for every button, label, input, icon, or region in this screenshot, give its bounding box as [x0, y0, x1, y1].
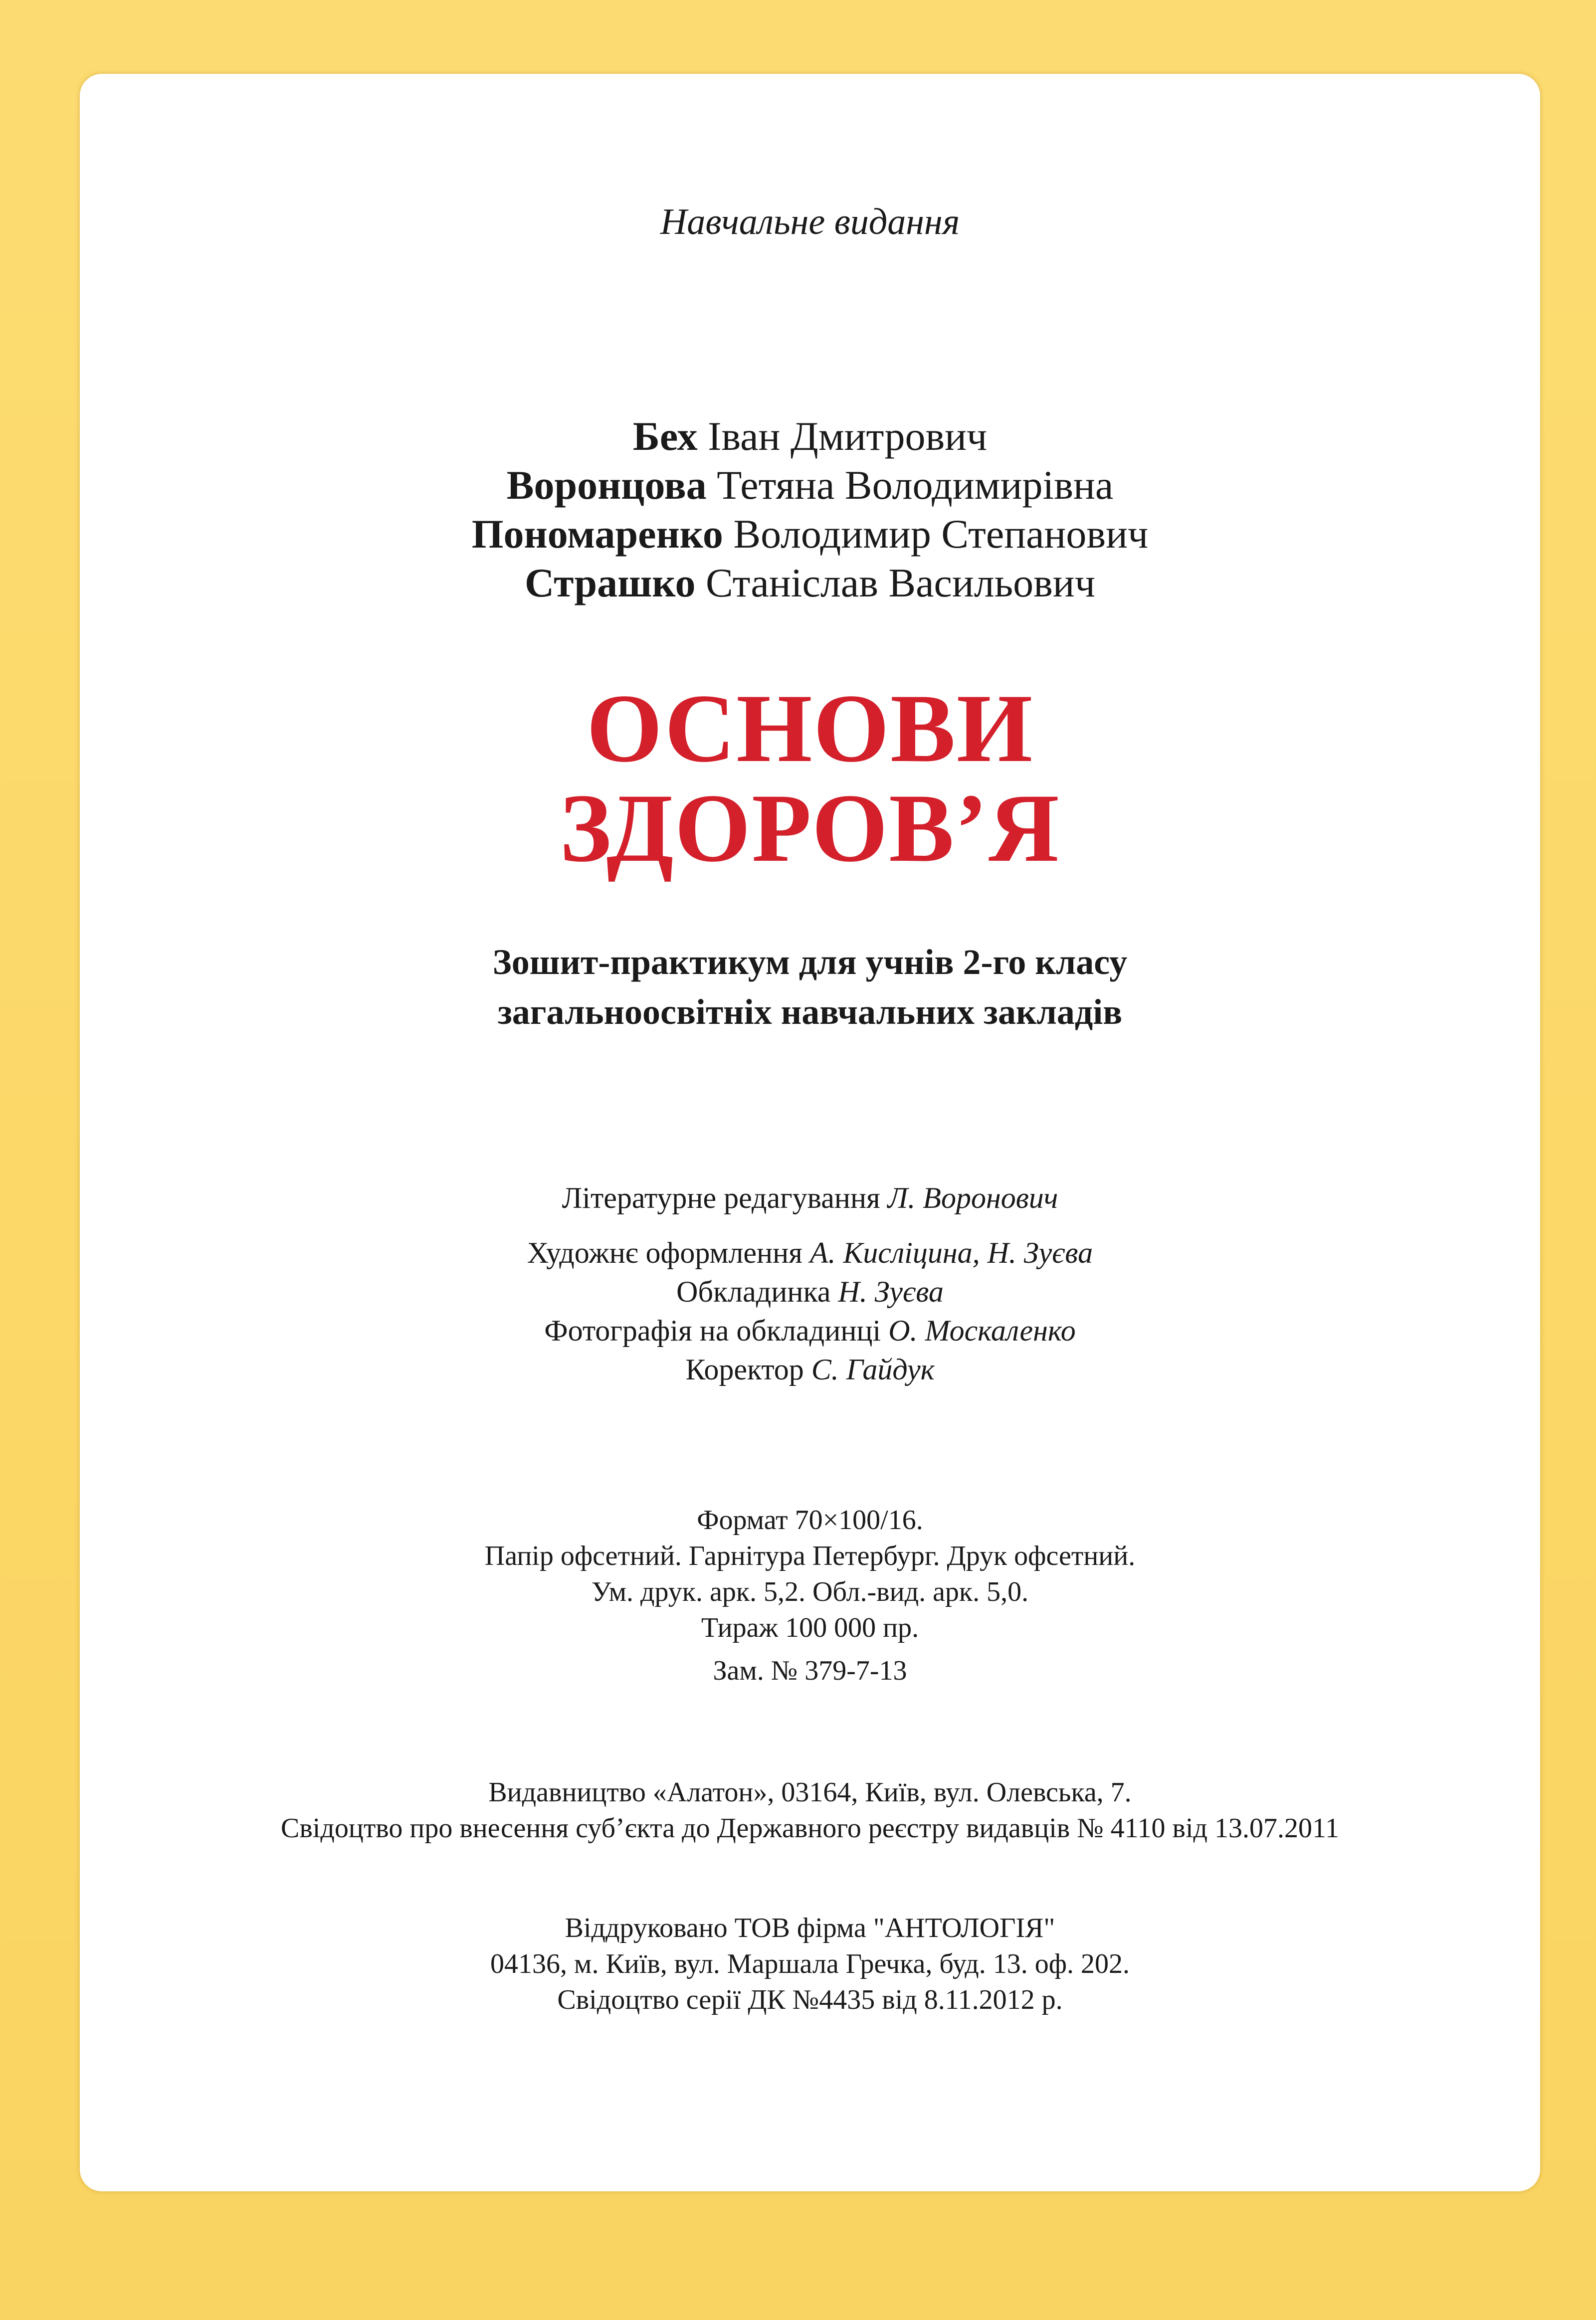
credit-names: Н. Зуєва	[838, 1275, 944, 1308]
author-surname: Бех	[632, 413, 698, 459]
credit-names: С. Гайдук	[811, 1353, 935, 1386]
author-given-name: Станіслав Васильович	[705, 560, 1095, 605]
credit-role: Фотографія на обкладинці	[544, 1314, 881, 1347]
printer-name: Віддруковано ТОВ фірма "АНТОЛОГІЯ"	[565, 1913, 1055, 1943]
credit-role: Літературне редагування	[562, 1181, 880, 1214]
edition-type: Навчальне видання	[660, 201, 960, 242]
credit-names: Л. Воронович	[887, 1181, 1058, 1214]
author-surname: Страшко	[525, 560, 696, 605]
title-page-sheet	[80, 74, 1540, 2191]
credit-names: О. Москаленко	[888, 1314, 1076, 1347]
book-title-line-1: ОСНОВИ	[586, 674, 1034, 782]
author-line	[80, 462, 1540, 509]
format-spec: Формат 70×100/16.	[697, 1505, 923, 1536]
author-line	[80, 560, 1540, 606]
author-line	[80, 511, 1540, 558]
sheets-spec: Ум. друк. арк. 5,2. Обл.-вид. арк. 5,0.	[591, 1576, 1029, 1607]
author-surname: Воронцова	[506, 462, 707, 508]
credit-role: Художнє оформлення	[527, 1236, 802, 1269]
subtitle-line-2: загальноосвітніх навчальних закладів	[497, 992, 1123, 1032]
credit-names: А. Кисліцина, Н. Зуєва	[809, 1236, 1093, 1269]
printer-certificate: Свідоцтво серії ДК №4435 від 8.11.2012 р.	[557, 1984, 1063, 2015]
author-given-name: Іван Дмитрович	[708, 413, 988, 459]
subtitle-line-1: Зошит-практикум для учнів 2-го класу	[492, 942, 1128, 982]
credit-line	[80, 1275, 1540, 1309]
paper-spec: Папір офсетний. Гарнітура Петербург. Друк офсетний.	[484, 1541, 1136, 1571]
author-given-name: Тетяна Володимирівна	[717, 462, 1114, 508]
publisher-certificate: Свідоцтво про внесення суб’єкта до Державного реєстру видавців № 4110 від 13.07.2011	[281, 1813, 1339, 1844]
order-number: Зам. № 379-7-13	[713, 1655, 907, 1686]
credit-role: Обкладинка	[676, 1275, 831, 1308]
publisher-address: Видавництво «Алатон», 03164, Київ, вул. Олевська, 7.	[488, 1777, 1132, 1808]
book-title-line-2: ЗДОРОВ’Я	[560, 774, 1060, 882]
credit-line	[80, 1236, 1540, 1270]
credit-line	[80, 1314, 1540, 1348]
credit-line	[80, 1353, 1540, 1387]
print-run: Тираж 100 000 пр.	[701, 1612, 919, 1643]
author-given-name: Володимир Степанович	[733, 511, 1149, 557]
printer-address: 04136, м. Київ, вул. Маршала Гречка, буд. 13. оф. 202.	[490, 1948, 1130, 1979]
credit-role: Коректор	[685, 1353, 804, 1386]
author-line	[80, 413, 1540, 460]
author-surname: Пономаренко	[471, 511, 723, 557]
credit-line	[80, 1181, 1540, 1215]
